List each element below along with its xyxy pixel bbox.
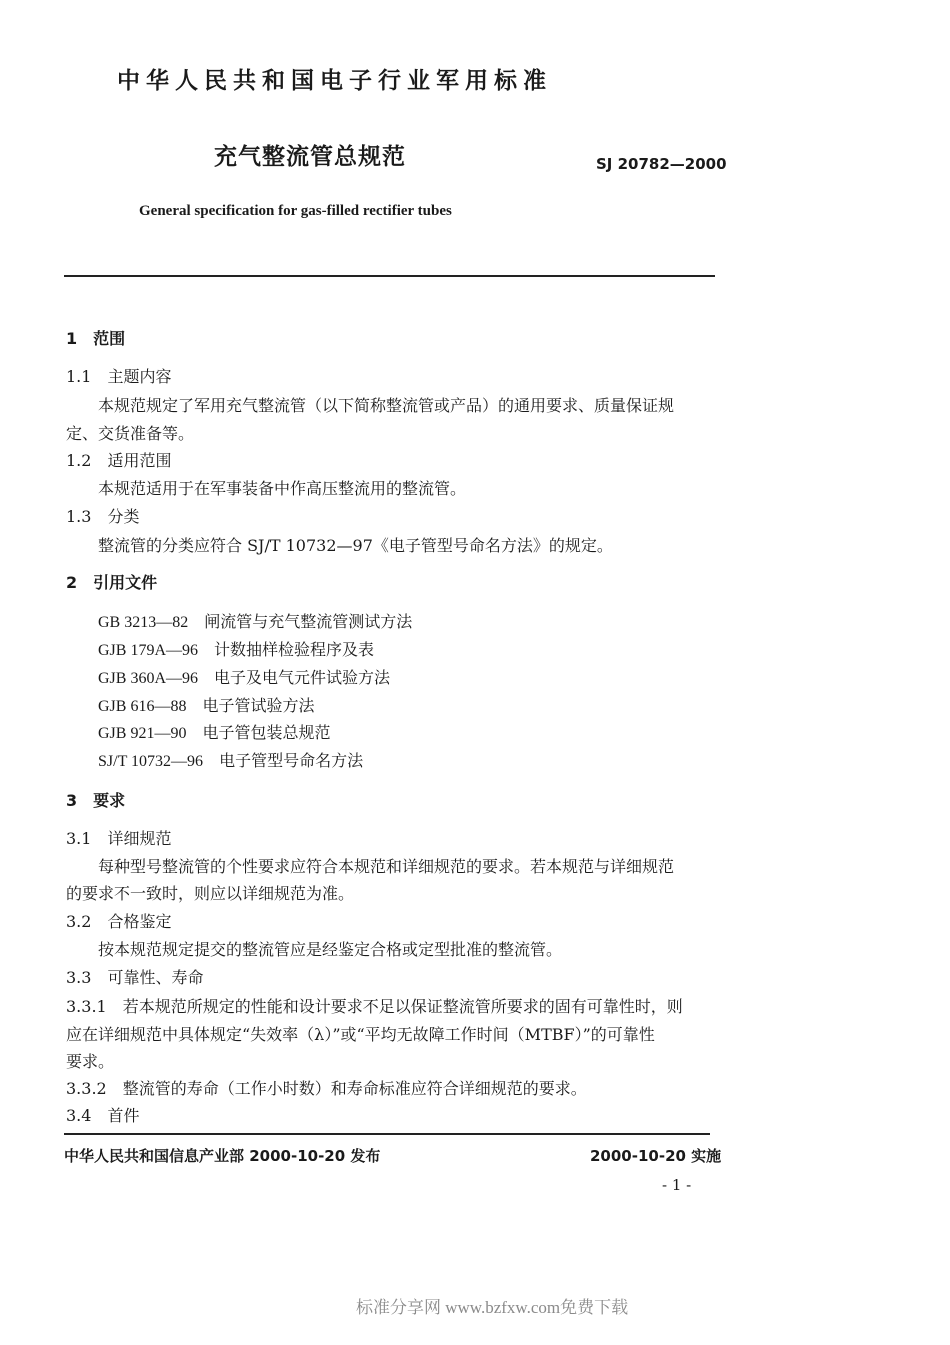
header-divider: [64, 275, 715, 277]
section-1-heading: 1 范围: [66, 329, 126, 348]
paragraph-line: 要求。: [66, 1052, 115, 1071]
page-number: - 1 -: [662, 1176, 692, 1194]
reference-title: 电子管型号命名方法: [219, 751, 364, 770]
reference-title: 闸流管与充气整流管测试方法: [204, 612, 413, 631]
reference-item: [98, 637, 374, 660]
watermark-text: 标准分享网 www.bzfxw.com免费下载: [356, 1298, 629, 1317]
section-1-3-heading: 1.3 分类: [66, 507, 140, 526]
paragraph-line: 3.3.1 若本规范所规定的性能和设计要求不足以保证整流管所要求的固有可靠性时，则: [66, 997, 683, 1016]
paragraph-line: 本规范适用于在军事装备中作高压整流用的整流管。: [98, 479, 467, 498]
paragraph-line: 3.3.2 整流管的寿命（工作小时数）和寿命标准应符合详细规范的要求。: [66, 1079, 587, 1098]
reference-code: SJ/T 10732—96: [98, 753, 204, 770]
reference-item: [98, 720, 330, 743]
standard-category-heading: 中华人民共和国电子行业军用标准: [117, 68, 552, 94]
section-1-2-heading: 1.2 适用范围: [66, 451, 172, 470]
reference-item: [98, 693, 314, 716]
paragraph-line: 应在详细规范中具体规定“失效率（λ）”或“平均无故障工作时间（MTBF）”的可靠性: [66, 1025, 655, 1044]
reference-title: 电子管包装总规范: [202, 723, 331, 742]
paragraph-line: 整流管的分类应符合 SJ/T 10732—97《电子管型号命名方法》的规定。: [98, 536, 613, 555]
section-3-heading: 3 要求: [66, 791, 126, 810]
reference-code: GJB 921—90: [98, 725, 187, 742]
reference-title: 电子及电气元件试验方法: [214, 668, 391, 687]
reference-code: GJB 360A—96: [98, 670, 199, 687]
paragraph-line: 定、交货准备等。: [66, 424, 195, 443]
reference-item: [98, 748, 363, 771]
paragraph-line: 按本规范规定提交的整流管应是经鉴定合格或定型批准的整流管。: [98, 940, 563, 959]
paragraph-line: 的要求不一致时，则应以详细规范为准。: [66, 884, 355, 903]
section-3-3-heading: 3.3 可靠性、寿命: [66, 968, 204, 987]
reference-code: GJB 616—88: [98, 698, 187, 715]
implementation-date: 2000-10-20 实施: [590, 1147, 722, 1165]
section-3-1-heading: 3.1 详细规范: [66, 829, 172, 848]
reference-item: [98, 609, 412, 632]
section-3-2-heading: 3.2 合格鉴定: [66, 912, 172, 931]
reference-code: GJB 179A—96: [98, 642, 199, 659]
paragraph-line: 每种型号整流管的个性要求应符合本规范和详细规范的要求。若本规范与详细规范: [98, 857, 675, 876]
footer-divider: [64, 1133, 710, 1135]
issue-statement: 中华人民共和国信息产业部 2000-10-20 发布: [64, 1147, 381, 1165]
standard-number: SJ 20782—2000: [596, 155, 727, 173]
reference-item: [98, 665, 390, 688]
paragraph-line: 本规范规定了军用充气整流管（以下简称整流管或产品）的通用要求、质量保证规: [98, 396, 675, 415]
document-title-english: General specification for gas-filled rectifier tubes: [139, 203, 452, 219]
reference-title: 计数抽样检验程序及表: [214, 640, 375, 659]
section-2-heading: 2 引用文件: [66, 573, 158, 592]
section-3-4-heading: 3.4 首件: [66, 1106, 140, 1125]
section-1-1-heading: 1.1 主题内容: [66, 367, 172, 386]
reference-title: 电子管试验方法: [202, 696, 315, 715]
document-title-chinese: 充气整流管总规范: [214, 144, 406, 170]
reference-code: GB 3213—82: [98, 614, 189, 631]
